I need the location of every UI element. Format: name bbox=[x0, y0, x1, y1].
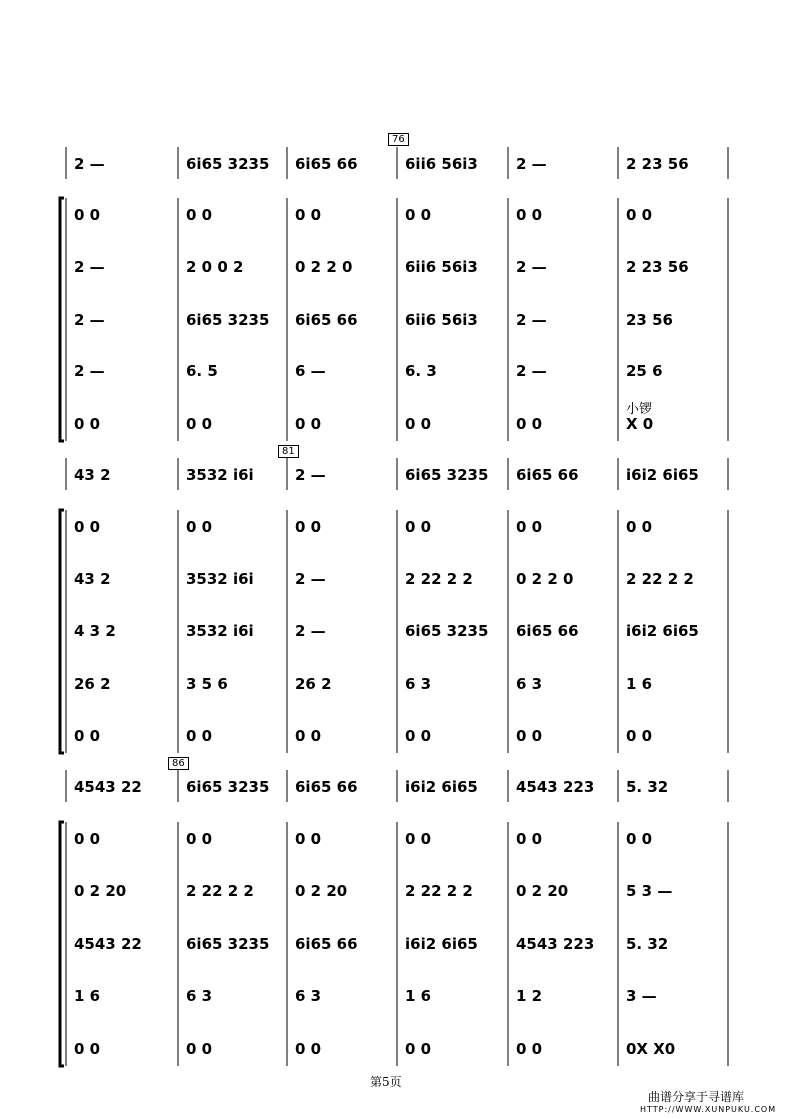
measure-notes: i6i2 6i65 bbox=[626, 466, 699, 484]
measure-notes: 2 — bbox=[516, 311, 547, 329]
measure-notes: 4 3 2 bbox=[74, 622, 116, 640]
measure-notes: 4543 22 bbox=[74, 778, 142, 796]
measure-notes: 1 2 bbox=[516, 987, 543, 1005]
measure-notes: 2 0 0 2 bbox=[186, 258, 244, 276]
measure-notes: 6 3 bbox=[186, 987, 213, 1005]
measure-notes: 3532 i6i bbox=[186, 466, 254, 484]
measure-notes: 2 22 2 2 bbox=[405, 882, 473, 900]
measure-notes: 0 2 2 0 bbox=[516, 570, 574, 588]
measure-notes: 6i65 3235 bbox=[186, 935, 270, 953]
measure-notes: 2 — bbox=[295, 570, 326, 588]
measure-notes: 6ii6 56i3 bbox=[405, 258, 478, 276]
measure-notes: 1 6 bbox=[74, 987, 101, 1005]
measure-notes: 0 0 bbox=[405, 518, 432, 536]
measure-notes: 0 0 bbox=[516, 206, 543, 224]
measure-notes: 0 0 bbox=[74, 727, 101, 745]
measure-notes: 6ii6 56i3 bbox=[405, 155, 478, 173]
watermark-url: HTTP://WWW.XUNPUKU.COM bbox=[640, 1105, 777, 1114]
measure-notes: 0 0 bbox=[516, 830, 543, 848]
measure-notes: 6i65 66 bbox=[295, 778, 358, 796]
measure-notes: 26 2 bbox=[295, 675, 332, 693]
staff-bracket bbox=[60, 510, 64, 753]
measure-notes: 6 3 bbox=[295, 987, 322, 1005]
measure-notes: 0 0 bbox=[626, 518, 653, 536]
measure-notes: 2 23 56 bbox=[626, 258, 689, 276]
measure-notes: 2 22 2 2 bbox=[405, 570, 473, 588]
measure-notes: 5. 32 bbox=[626, 935, 669, 953]
measure-notes: 0X X0 bbox=[626, 1040, 676, 1058]
measure-notes: 0 2 20 bbox=[74, 882, 127, 900]
measure-notes: 0 0 bbox=[74, 415, 101, 433]
measure-notes: 6. 5 bbox=[186, 362, 218, 380]
measure-notes: 0 0 bbox=[295, 415, 322, 433]
measure-notes: 6i65 3235 bbox=[186, 155, 270, 173]
measure-notes: 25 6 bbox=[626, 362, 663, 380]
measure-notes: 0 0 bbox=[405, 727, 432, 745]
measure-notes: 6i65 66 bbox=[295, 311, 358, 329]
measure-notes: 1 6 bbox=[405, 987, 432, 1005]
measure-notes: 0 0 bbox=[626, 727, 653, 745]
measure-notes: 43 2 bbox=[74, 570, 111, 588]
measure-notes: 6 3 bbox=[516, 675, 543, 693]
measure-notes: 0 0 bbox=[186, 415, 213, 433]
measure-notes: 3 5 6 bbox=[186, 675, 228, 693]
measure-notes: 0 0 bbox=[186, 518, 213, 536]
measure-notes: 26 2 bbox=[74, 675, 111, 693]
measure-notes: 2 — bbox=[516, 258, 547, 276]
rehearsal-mark: 86 bbox=[168, 757, 189, 770]
measure-notes: 0 0 bbox=[295, 830, 322, 848]
measure-notes: 2 — bbox=[295, 622, 326, 640]
measure-notes: 2 — bbox=[295, 466, 326, 484]
measure-notes: 4543 223 bbox=[516, 778, 595, 796]
measure-notes: 0 0 bbox=[74, 518, 101, 536]
measure-notes: 0 0 bbox=[516, 727, 543, 745]
staff-bracket bbox=[60, 198, 64, 441]
rehearsal-mark: 76 bbox=[388, 133, 409, 146]
measure-notes: 0 0 bbox=[626, 830, 653, 848]
measure-notes: 2 — bbox=[74, 311, 105, 329]
measure-notes: 0 0 bbox=[405, 830, 432, 848]
measure-notes: 1 6 bbox=[626, 675, 653, 693]
measure-notes: 0 0 bbox=[516, 518, 543, 536]
measure-notes: 0 0 bbox=[74, 830, 101, 848]
measure-notes: 2 — bbox=[74, 155, 105, 173]
rehearsal-mark: 81 bbox=[278, 445, 299, 458]
measure-notes: 0 0 bbox=[405, 415, 432, 433]
measure-notes: 6. 3 bbox=[405, 362, 437, 380]
measure-notes: 0 0 bbox=[295, 518, 322, 536]
measure-notes: 2 — bbox=[74, 362, 105, 380]
measure-notes: 0 0 bbox=[295, 727, 322, 745]
measure-notes: 2 — bbox=[74, 258, 105, 276]
measure-notes: 0 2 20 bbox=[516, 882, 569, 900]
measure-notes: 0 0 bbox=[186, 206, 213, 224]
measure-notes: 3 — bbox=[626, 987, 657, 1005]
measure-notes: 0 0 bbox=[186, 830, 213, 848]
measure-notes: 5. 32 bbox=[626, 778, 669, 796]
measure-notes: 3532 i6i bbox=[186, 622, 254, 640]
measure-notes: 2 — bbox=[516, 155, 547, 173]
measure-notes: 6 3 bbox=[405, 675, 432, 693]
measure-notes: 2 22 2 2 bbox=[186, 882, 254, 900]
measure-notes: i6i2 6i65 bbox=[405, 778, 478, 796]
measure-notes: 4543 22 bbox=[74, 935, 142, 953]
staff-bracket bbox=[60, 822, 64, 1066]
measure-notes: 2 23 56 bbox=[626, 155, 689, 173]
measure-notes: i6i2 6i65 bbox=[626, 622, 699, 640]
measure-notes: 0 0 bbox=[74, 206, 101, 224]
measure-notes: 3532 i6i bbox=[186, 570, 254, 588]
measure-notes: 0 0 bbox=[74, 1040, 101, 1058]
measure-notes: 6 — bbox=[295, 362, 326, 380]
measure-notes: 2 22 2 2 bbox=[626, 570, 694, 588]
measure-notes: 0 0 bbox=[295, 206, 322, 224]
measure-notes: 6i65 3235 bbox=[186, 311, 270, 329]
measure-notes: i6i2 6i65 bbox=[405, 935, 478, 953]
measure-notes: 6i65 3235 bbox=[405, 466, 489, 484]
gong-label: 小锣 bbox=[626, 402, 653, 417]
page-number: 第5页 bbox=[370, 1075, 402, 1089]
measure-notes: 5 3 — bbox=[626, 882, 673, 900]
measure-notes: 0 0 bbox=[186, 727, 213, 745]
measure-notes: 0 0 bbox=[405, 206, 432, 224]
measure-notes: 0 0 bbox=[626, 206, 653, 224]
measure-notes: 2 — bbox=[516, 362, 547, 380]
measure-notes: 0 0 bbox=[295, 1040, 322, 1058]
measure-notes: 0 0 bbox=[405, 1040, 432, 1058]
measure-notes: 0 2 20 bbox=[295, 882, 348, 900]
measure-notes: 23 56 bbox=[626, 311, 673, 329]
measure-notes: 6i65 66 bbox=[295, 935, 358, 953]
measure-notes: 0 0 bbox=[516, 415, 543, 433]
measure-notes: 6i65 3235 bbox=[186, 778, 270, 796]
measure-notes: 6ii6 56i3 bbox=[405, 311, 478, 329]
measure-notes: 6i65 3235 bbox=[405, 622, 489, 640]
measure-notes: X 0 bbox=[626, 415, 654, 433]
measure-notes: 0 0 bbox=[516, 1040, 543, 1058]
measure-notes: 6i65 66 bbox=[295, 155, 358, 173]
measure-notes: 0 0 bbox=[186, 1040, 213, 1058]
measure-notes: 4543 223 bbox=[516, 935, 595, 953]
measure-notes: 43 2 bbox=[74, 466, 111, 484]
measure-notes: 6i65 66 bbox=[516, 622, 579, 640]
measure-notes: 6i65 66 bbox=[516, 466, 579, 484]
measure-notes: 0 2 2 0 bbox=[295, 258, 353, 276]
watermark-text: 曲谱分享于寻谱库 bbox=[648, 1090, 745, 1104]
